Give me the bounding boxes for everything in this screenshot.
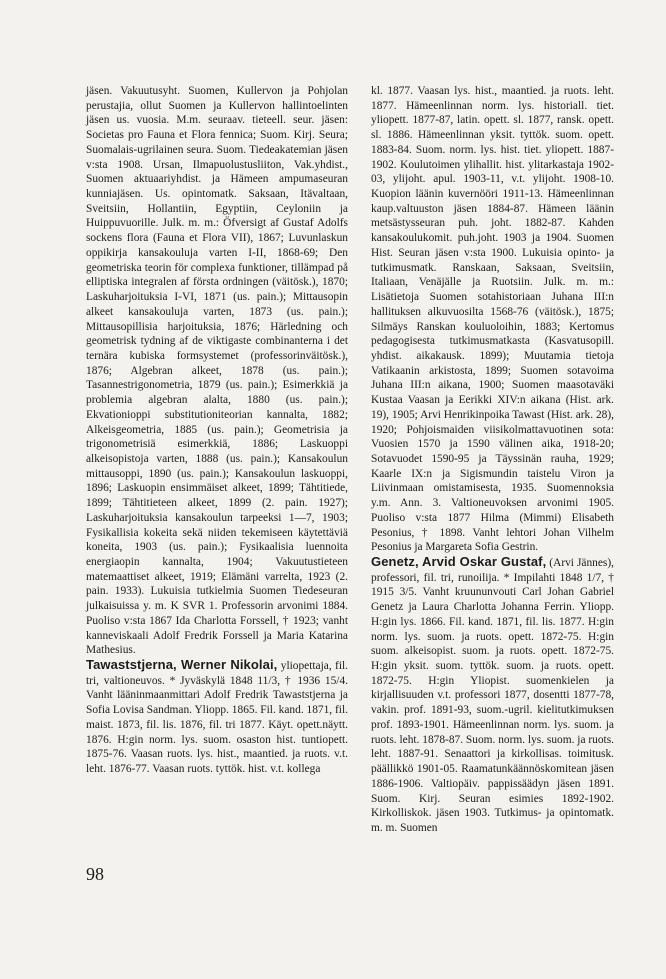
left-paragraph-continuation: jäsen. Vakuutusyht. Suomen, Kullervon ja Pohjolan perustajia, ollut Suomen ja Kullervon hallintoelinten jäsen us. vuosia. M.m. seuraav. tieteell. seur. jäsen: Societas pro Fauna et Flora fennica; Suom. Kirj. Seura; Suomalais-ugrilainen seura. Suom. Tiedeakatemian jäsen v:sta 1908. Ursan, Ilmapuolustusliiton, Vak.yhdist., Suomen aktuaariyhdist. ja Hämeen ampumaseuran kunniajäsen. Us. opintomatk. Saksaan, Itävaltaan, Sveitsiin, Hollantiin, Egyptiin, Ceyloniin ja Huippuvuorille. Julk. m. m.: Öfversigt af Gustaf Adolfs sockens flora (Fauna et Flora VII), 1867; Luvunlaskun oppikirja kansakouluja varten I-II, 1868-69; Den geometriska teorin för complexa funktioner, tillämpad på elliptiska integralen af första ordningen (väitösk.), 1870; Laskuharjoituksia I-VI, 1871 (us. pain.); Mittausopin alkeet kansakouluja varten, 1873 (us. pain.); Mittausopillisia harjoituksia, 1876; Härledning och geometrisk tydning af de viktigaste combinanterna i det ternära kubiska formsystemet (professorinväitösk.), 1876; Algebran alkeet, 1878 (us. pain.); Tasannestrigonometria, 1879 (us. pain.); Esimerkkiä ja problemia algebran alalta, 1880 (us. pain.); Ekvationioppi substitutioniteorian kannalta, 1882; Alkeisgeometria, 1885 (us. pain.); Geometrisia ja trigonometrisiä esimerkkiä, 1886; Laskuoppi alkeisopistoja varten, 1888 (us. pain.); Kansakoulun mittausoppi, 1890 (us. pain.); Kansakoulun laskuoppi, 1896; Laskuopin ensimmäiset alkeet, 1899; Tähtitiede, 1899; Tähtitieteen alkeet, 1899 (2. pain. 1927); Laskuharjoituksia kansakoulun tarpeeksi 1—7, 1903; Fysikallisia kokeita sekä niiden tekemiseen käytettäviä koneita, 1903 (us. pain.); Fysikaalisia luennoita energiaopin kannalta, 1904; Vakuutustieteen matemaattiset alkeet, 1919; Elämäni varrelta, 1923 (2. pain. 1933). Lukuisia tutkielmia Suomen Tiedeseuran julkaisuissa y. m. K SVR 1. Professorin arvonimi 1884. Puoliso v:sta 1867 Ida Charlotta Forssell, † 1923; vanht kanneviskaali Adolf Fredrik Forssell ja Maria Katarina Mathesius. xyxy=(86,85,348,657)
left-column xyxy=(86,84,348,777)
entry-tawaststjerna xyxy=(86,658,348,777)
right-paragraph-continuation: kl. 1877. Vaasan lys. hist., maantied. ja ruots. leht. 1877. Hämeenlinnan norm. lys. historiall. tiet. yliopett. 1877-87, latin. opett. sl. 1877, ransk. opett. sl. 1886. Hämeenlinnan yksit. tyttök. suom. opett. 1883-84. Suom. norm. lys. hist. tiet. yliopett. 1887-1902. Koulutoimen ylihallit. hist. ylitarkastaja 1902-03, ylijoht. apul. 1903-11, v.t. ylijoht. 1908-10. Kuopion läänin kuvernööri 1911-13. Hämeenlinnan kaup.valtuuston jäsen 1884-87. Hämeen läänin metsästysseuran puh. joht. 1882-87. Kahden kansakoulukomit. puh.joht. 1903 ja 1904. Suomen Hist. Seuran jäsen v:sta 1900. Lukuisia opinto- ja tutkimusmatk. Ranskaan, Saksaan, Sveitsiin, Italiaan, Venäjälle ja Ruotsiin. Julk. m. m.: Lisätietoja Suomen sotahistoriaan Juhana III:n hallituksen alkuvuosilta 1568-76 (väitösk.), 1875; Silmäys Ranskan kouluoloihin, 1883; Kertomus pedagogisesta tutkimusmatkasta (Kasvatusopill. yhdist. aikakausk. 1899); Muutamia tietoja Vatikaanin arkistosta, 1899; Suomen sotavoima Juhana III:n aikana, 1900; Suomen maasotaväki Kustaa Vaasan ja Eerikki XIV:n aikana (Hist. ark. 19), 1905; Arvi Henrikinpoika Tawast (Hist. ark. 28), 1920; Pohjoismaiden viisikolmattavuotinen sota: Vuosien 1570 ja 1590 välinen aika, 1918-20; Sotavuodet 1590-95 ja Täyssinän rauha, 1929; Kaarle IX:n ja Sigismundin taistelu Viron ja Liivinmaan omistamisesta, 1935. Suomennoksia y.m. Ann. 3. Valtioneuvoksen arvonimi 1905. Puoliso v:sta 1877 Hilma (Mimmi) Elisabeth Pesonius, † 1898. Vanht lehtori Johan Vilhelm Pesonius ja Margareta Sofia Gestrin. xyxy=(371,85,614,554)
entry-genetz xyxy=(371,555,614,836)
right-column xyxy=(371,84,614,836)
entry-heading-tawaststjerna: Tawaststjerna, Werner Nikolai, xyxy=(86,657,278,673)
entry-heading-genetz: Genetz, Arvid Oskar Gustaf, xyxy=(371,554,547,569)
entry-text-genetz: (Arvi Jännes), professori, fil. tri, runoilija. * Impilahti 1848 1/7, † 1915 3/5. Vanht kruununvouti Carl Johan Gabriel Genetz ja Laura Charlotta Johanna Ferrin. Yliopp. H:gin lys. 1866. Fil. kand. 1871, fil. lis. 1877. H:gin norm. lys. suom. ja ruots. opett. 1872-75. H:gin suom. alkeisopist. suom. ja ruots. opett. 1872-75. H:gin yksit. suom. tyttök. suom. ja ruots. opett. 1872-75. H:gin Yliopist. suomenkielen ja kirjallisuuden v.t. professori 1877, dosentti 1877-78, vakin. prof. 1891-93, suom.-ugril. kielitutkimuksen prof. 1893-1901. Hämeenlinnan norm. lys. suom. ja ruots. leht. 1878-87. Suom. norm. lys. suom. ja ruots. leht. 1887-91. Senaattori ja kirkollisas. toimitusk. päällikkö 1901-05. Raamatunkäännöskomitean jäsen 1886-1906. Valtiopäiv. pappissäädyn jäsen 1891. Suom. Kirj. Seuran esimies 1892-1902. Kirkolliskok. jäsen 1903. Tutkimus- ja opintomatk. m. m. Suomen xyxy=(371,557,614,834)
page-number: 98 xyxy=(86,864,104,884)
entry-text-tawaststjerna: yliopettaja, fil. tri, valtioneuvos. * Jyväskylä 1848 11/3, † 1936 15/4. Vanht lääninmaanmittari Adolf Fredrik Tawaststjerna ja Sofia Lovisa Sandman. Yliopp. 1865. Fil. kand. 1871, fil. maist. 1873, fil. lis. 1876, fil. tri 1877. Käyt. opett.näytt. 1876. H:gin norm. lys. suom. osaston hist. tuntiopett. 1875-76. Vaasan ruots. lys. hist., maantied. ja ruots. v.t. leht. 1876-77. Vaasan ruots. tyttök. hist. v.t. kollega xyxy=(86,660,348,776)
